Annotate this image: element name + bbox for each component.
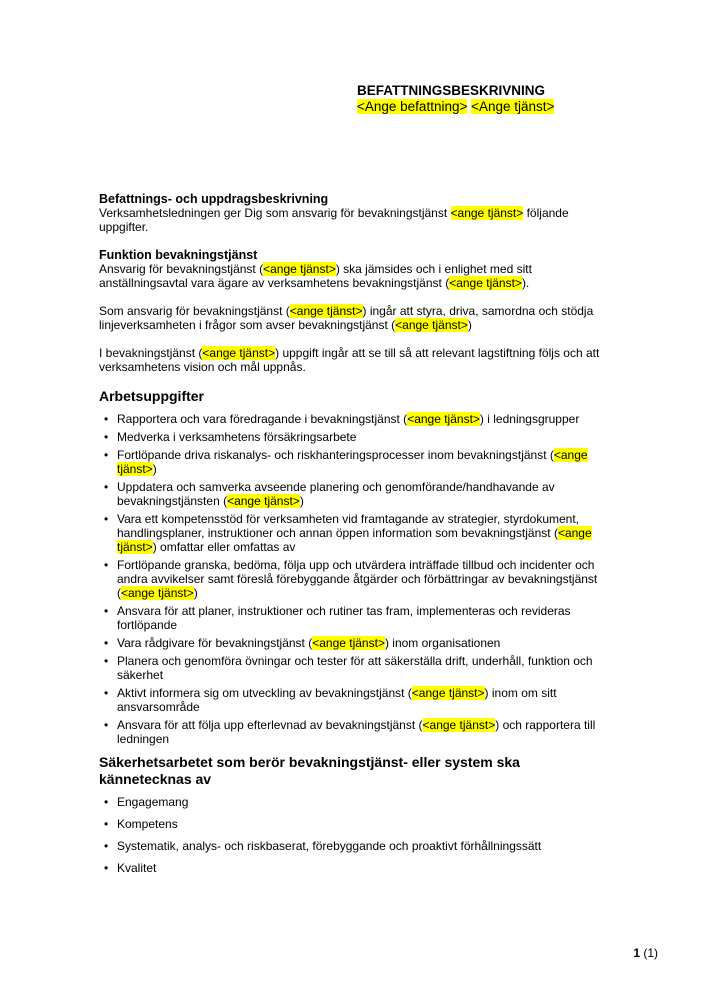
page-number <box>633 946 658 960</box>
list-item <box>99 448 612 476</box>
text-segment: ) inom om sitt ansvarsområde <box>117 686 557 714</box>
text-segment: ) <box>152 462 157 476</box>
document-section-0 <box>99 192 612 234</box>
placeholder-highlight: tjänst> <box>117 540 153 554</box>
text-segment: ). <box>521 276 530 290</box>
text-segment: Aktivt informera sig om utveckling av bevakningstjänst ( <box>117 686 412 700</box>
text-segment: ) ingår att styra, driva, samordna och stödja linjeverksamheten i frågor som avser bevakningstjänst ( <box>99 304 594 332</box>
text-segment: ) ska jämsides och i enlighet med sitt anställningsavtal vara ägare av verksamhetens bevakningstjänst ( <box>99 262 532 290</box>
text-segment: Kompetens <box>117 817 178 831</box>
placeholder-highlight: <ange tjänst> <box>289 304 363 318</box>
text-segment: ) <box>193 586 198 600</box>
text-segment: Ansvara för att planer, instruktioner och rutiner tas fram, implementeras och revideras fortlöpande <box>117 604 571 632</box>
placeholder-highlight: <ange tjänst> <box>263 262 336 276</box>
placeholder-highlight: <Ange befattning> <box>357 99 468 114</box>
text-segment: Engagemang <box>117 795 189 809</box>
page-number-total: (1) <box>640 946 658 960</box>
list-item <box>99 686 612 714</box>
text-segment: Fortlöpande driva riskanalys- och riskhanteringsprocesser inom bevakningstjänst ( <box>117 448 554 462</box>
text-segment: Fortlöpande granska, bedöma, följa upp och utvärdera inträffade tillbud och incidenter och andra avvikelser samt föreslå förebyggande åtgärder och förbättringar av bevakningstjänst ( <box>117 558 598 600</box>
text-segment: Kvalitet <box>117 861 157 875</box>
section-heading: Befattnings- och uppdragsbeskrivning <box>99 192 329 206</box>
text-segment: Vara rådgivare för bevakningstjänst ( <box>117 636 313 650</box>
document-title: BEFATTNINGSBESKRIVNING <box>357 83 546 98</box>
text-segment: Verksamhetsledningen ger Dig som ansvarig för bevakningstjänst <box>99 206 451 220</box>
list-item <box>99 839 612 853</box>
text-segment: Ansvara för att följa upp efterlevnad av bevakningstjänst ( <box>117 718 423 732</box>
list-item <box>99 604 612 632</box>
placeholder-highlight: <ange tjänst> <box>422 718 496 732</box>
list-item <box>99 718 612 746</box>
text-segment: ) inom organisationen <box>384 636 501 650</box>
list-item <box>99 795 612 809</box>
text-segment: följande uppgifter. <box>99 206 569 234</box>
placeholder-highlight: <ange <box>557 526 592 540</box>
paragraph <box>99 304 612 332</box>
text-segment: ) <box>467 318 472 332</box>
placeholder-highlight: <ange tjänst> <box>450 206 524 220</box>
placeholder-highlight: <ange tjänst> <box>449 276 522 290</box>
list-item <box>99 558 612 600</box>
text-segment: ) och rapportera till ledningen <box>117 718 596 746</box>
document-section-2 <box>99 388 612 746</box>
document-section-3 <box>99 754 612 875</box>
text-segment: Uppdatera och samverka avseende planering och genomförande/handhavande av bevakningstjänsten ( <box>117 480 555 508</box>
bullet-list <box>99 412 612 746</box>
section-heading: Säkerhetsarbetet som berör bevakningstjänst- eller system ska kännetecknas av <box>99 754 520 787</box>
text-segment: ) <box>299 494 304 508</box>
placeholder-highlight: <ange tjänst> <box>121 586 194 600</box>
placeholder-highlight: <ange tjänst> <box>395 318 468 332</box>
text-segment: ) omfattar eller omfattas av <box>152 540 296 554</box>
list-item <box>99 861 612 875</box>
list-item <box>99 636 612 650</box>
section-heading: Funktion bevakningstjänst <box>99 248 258 262</box>
list-item <box>99 654 612 682</box>
page-number-current: 1 <box>633 946 640 960</box>
bullet-list <box>99 795 612 875</box>
section-heading: Arbetsuppgifter <box>99 388 204 404</box>
placeholder-highlight: <ange tjänst> <box>411 686 485 700</box>
placeholder-highlight: <ange tjänst> <box>312 636 385 650</box>
list-item <box>99 817 612 831</box>
placeholder-highlight: <Ange tjänst> <box>471 99 555 114</box>
paragraph <box>99 206 612 234</box>
text-segment: Medverka i verksamhetens försäkringsarbete <box>117 430 357 444</box>
text-segment: ) uppgift ingår att se till så att relevant lagstiftning följs och att verksamhetens vision och mål uppnås. <box>99 346 600 374</box>
document-body <box>99 192 612 883</box>
text-segment: Vara ett kompetensstöd för verksamheten vid framtagande av strategier, styrdokument, handlingsplaner, instruktioner och annan öppen information som bevakningstjänst ( <box>117 512 580 540</box>
placeholder-highlight: <ange tjänst> <box>117 448 588 476</box>
list-item <box>99 480 612 508</box>
text-segment: Systematik, analys- och riskbaserat, förebyggande och proaktivt förhållningssätt <box>117 839 542 853</box>
paragraph <box>99 262 612 290</box>
placeholder-highlight: <ange tjänst> <box>202 346 276 360</box>
document-subtitle <box>357 99 554 115</box>
list-item <box>99 512 612 554</box>
placeholder-highlight: <ange tjänst> <box>227 494 300 508</box>
list-item <box>99 430 612 444</box>
placeholder-highlight: <ange tjänst> <box>407 412 480 426</box>
list-item <box>99 412 612 426</box>
text-segment: Ansvarig för bevakningstjänst ( <box>99 262 264 276</box>
document-header <box>357 83 554 115</box>
text-segment: ) i ledningsgrupper <box>479 412 580 426</box>
text-segment: Rapportera och vara föredragande i bevakningstjänst ( <box>117 412 408 426</box>
document-section-1 <box>99 248 612 374</box>
text-segment: Som ansvarig för bevakningstjänst ( <box>99 304 290 318</box>
text-segment: I bevakningstjänst ( <box>99 346 203 360</box>
document-footer <box>99 946 658 960</box>
paragraph <box>99 346 612 374</box>
text-segment: Planera och genomföra övningar och tester för att säkerställa drift, underhåll, funktion och säkerhet <box>117 654 593 682</box>
